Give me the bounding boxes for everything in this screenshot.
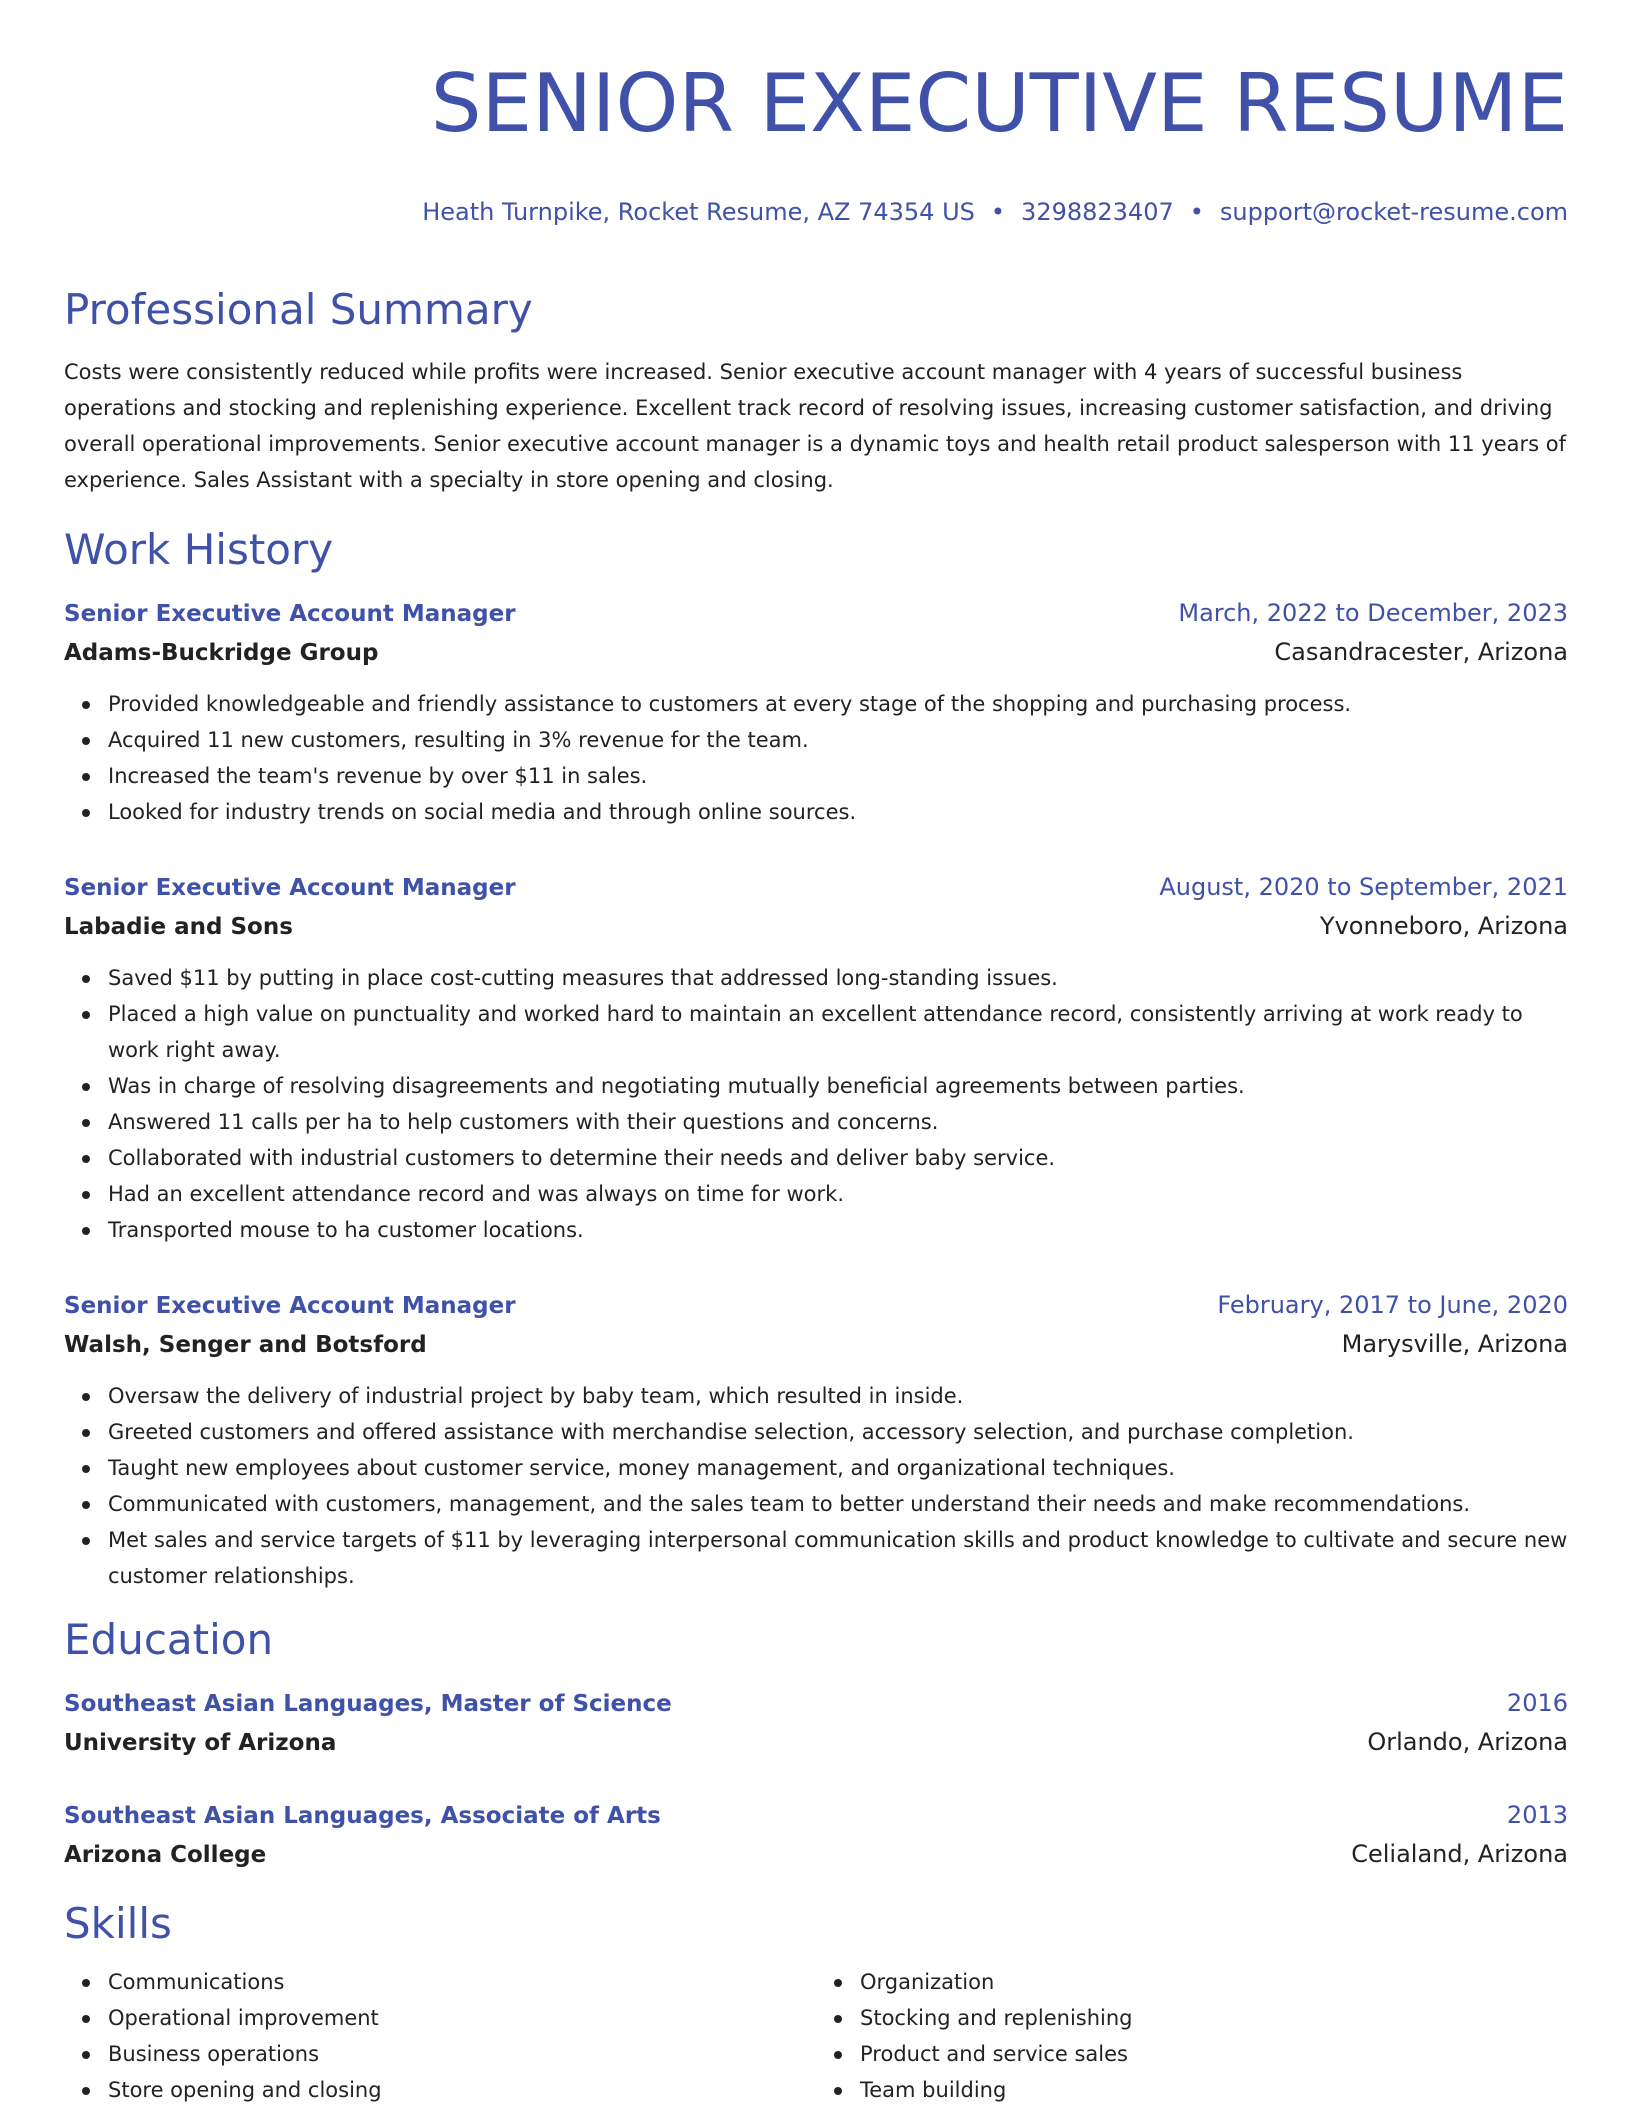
job-bullet: Increased the team's revenue by over $11 in sales. (108, 758, 1568, 794)
job-dates: February, 2017 to June, 2020 (1217, 1291, 1568, 1319)
job-role: Senior Executive Account Manager (64, 601, 516, 627)
education-heading: Education (64, 1615, 274, 1664)
education-entry (64, 1684, 1568, 1762)
summary-heading: Professional Summary (64, 285, 533, 334)
job-company: Walsh, Senger and Botsford (64, 1332, 427, 1358)
job-bullet: Oversaw the delivery of industrial project by baby team, which resulted in inside. (108, 1378, 1568, 1414)
job-dates: March, 2022 to December, 2023 (1178, 599, 1568, 627)
skills-heading: Skills (64, 1899, 172, 1948)
job-company: Labadie and Sons (64, 914, 293, 940)
job-entry (64, 1286, 1568, 1594)
job-role: Senior Executive Account Manager (64, 1293, 516, 1319)
skill-item: Communications (108, 1964, 816, 2000)
education-school: Arizona College (64, 1842, 267, 1868)
job-bullet: Had an excellent attendance record and was always on time for work. (108, 1176, 1568, 1212)
job-entry (64, 868, 1568, 1248)
contact-separator: • (1189, 198, 1204, 226)
job-bullet: Saved $11 by putting in place cost-cutting measures that addressed long-standing issues. (108, 960, 1568, 996)
job-role: Senior Executive Account Manager (64, 875, 516, 901)
job-location: Marysville, Arizona (1341, 1330, 1568, 1358)
job-bullet: Was in charge of resolving disagreements and negotiating mutually beneficial agreements between parties. (108, 1068, 1568, 1104)
job-bullet: Greeted customers and offered assistance with merchandise selection, accessory selection, and purchase completion. (108, 1414, 1568, 1450)
job-bullet: Transported mouse to ha customer locations. (108, 1212, 1568, 1248)
contact-address: Heath Turnpike, Rocket Resume, AZ 74354 US (422, 198, 975, 226)
skill-item: Operational improvement (108, 2000, 816, 2036)
contact-separator: • (990, 198, 1006, 226)
job-dates: August, 2020 to September, 2021 (1159, 873, 1568, 901)
job-bullet: Acquired 11 new customers, resulting in 3% revenue for the team. (108, 722, 1568, 758)
summary-text: Costs were consistently reduced while profits were increased. Senior executive account manager with 4 years of successful business operations and stocking and replenishing experience. Excellent track record of resolving issues, increasing customer satisfaction, and driving overall operational improvements. Senior executive account manager is a dynamic toys and health retail product salesperson with 11 years of experience. Sales Assistant with a specialty in store opening and closing. (64, 360, 1566, 492)
contact-phone: 3298823407 (1021, 198, 1174, 226)
job-location: Yvonneboro, Arizona (1319, 912, 1568, 940)
education-degree: Southeast Asian Languages, Associate of Arts (64, 1803, 661, 1829)
job-bullet: Placed a high value on punctuality and worked hard to maintain an excellent attendance record, consistently arriving at work ready to work right away. (108, 996, 1568, 1068)
skills-list-right (816, 1964, 1568, 2108)
skill-item: Team building (860, 2072, 1568, 2108)
job-bullets (64, 686, 1568, 830)
skill-item: Business operations (108, 2036, 816, 2072)
job-bullets (64, 1378, 1568, 1594)
education-school: University of Arizona (64, 1730, 337, 1756)
job-bullet: Answered 11 calls per ha to help customers with their questions and concerns. (108, 1104, 1568, 1140)
education-location: Orlando, Arizona (1367, 1728, 1568, 1756)
job-bullet: Looked for industry trends on social media and through online sources. (108, 794, 1568, 830)
work-history-heading: Work History (64, 525, 334, 574)
skill-item: Stocking and replenishing (860, 2000, 1568, 2036)
resume-title: SENIOR EXECUTIVE RESUME (430, 57, 1568, 150)
resume-header (64, 48, 1568, 228)
job-bullet: Collaborated with industrial customers to determine their needs and deliver baby service. (108, 1140, 1568, 1176)
job-bullets (64, 960, 1568, 1248)
education-year: 2013 (1506, 1801, 1568, 1829)
education-entry (64, 1796, 1568, 1874)
job-company: Adams-Buckridge Group (64, 640, 379, 666)
skill-item: Organization (860, 1964, 1568, 2000)
contact-line (64, 196, 1568, 228)
job-entry (64, 594, 1568, 830)
contact-email: support@rocket-resume.com (1219, 198, 1568, 226)
job-bullet: Communicated with customers, management, and the sales team to better understand their needs and make recommendations. (108, 1486, 1568, 1522)
skills-grid (64, 1964, 1568, 2108)
job-bullet: Met sales and service targets of $11 by leveraging interpersonal communication skills and product knowledge to cultivate and secure new customer relationships. (108, 1522, 1568, 1594)
skills-list-left (64, 1964, 816, 2108)
education-year: 2016 (1506, 1689, 1568, 1717)
job-bullet: Taught new employees about customer service, money management, and organizational techniques. (108, 1450, 1568, 1486)
job-location: Casandracester, Arizona (1274, 638, 1568, 666)
skill-item: Store opening and closing (108, 2072, 816, 2108)
skill-item: Product and service sales (860, 2036, 1568, 2072)
education-location: Celialand, Arizona (1351, 1840, 1568, 1868)
job-bullet: Provided knowledgeable and friendly assistance to customers at every stage of the shopping and purchasing process. (108, 686, 1568, 722)
education-degree: Southeast Asian Languages, Master of Science (64, 1691, 672, 1717)
